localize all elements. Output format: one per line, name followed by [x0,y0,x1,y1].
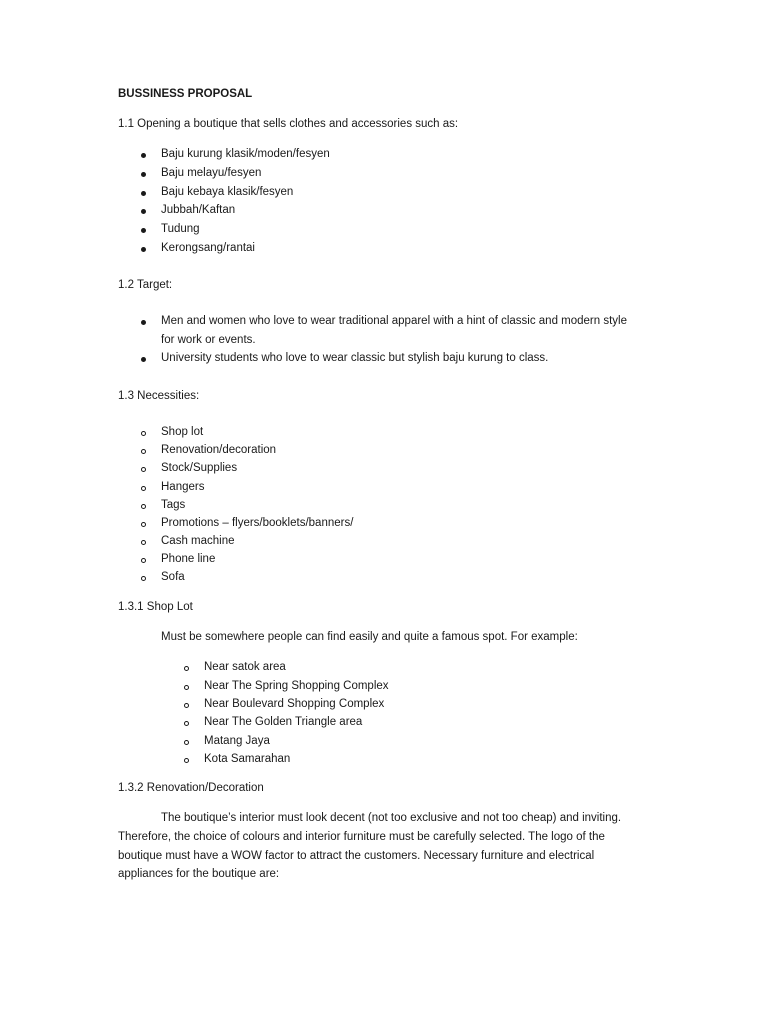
list-item: Phone line [161,553,216,565]
circle-bullet-icon [141,522,146,527]
list-item: Renovation/decoration [161,444,277,456]
list-item: Cash machine [161,535,235,547]
circle-bullet-icon [141,540,146,545]
list-item: Baju kurung klasik/moden/fesyen [161,148,330,160]
paragraph-line: Therefore, the choice of colours and interior furniture must be carefully selected. The logo of the [118,831,605,843]
circle-bullet-icon [141,449,146,454]
list-item: Jubbah/Kaftan [161,204,236,216]
list-item: Baju melayu/fesyen [161,167,262,179]
list-item: Sofa [161,571,185,583]
list-item: Matang Jaya [204,735,270,747]
list-item: Kota Samarahan [204,753,291,765]
circle-bullet-icon [184,758,189,763]
circle-bullet-icon [141,486,146,491]
section-1-1-heading: 1.1 Opening a boutique that sells clothes and accessories such as: [118,118,459,130]
circle-bullet-icon [141,431,146,436]
circle-bullet-icon [184,703,189,708]
list-item-continuation: for work or events. [161,334,256,346]
bullet-icon [141,247,146,252]
section-1-3-heading: 1.3 Necessities: [118,390,200,402]
paragraph-line: appliances for the boutique are: [118,868,280,880]
list-item: Tags [161,499,186,511]
list-item: Near satok area [204,661,286,673]
circle-bullet-icon [141,467,146,472]
paragraph: Must be somewhere people can find easily and quite a famous spot. For example: [161,631,578,643]
section-1-3-2-heading: 1.3.2 Renovation/Decoration [118,782,264,794]
bullet-icon [141,320,146,325]
list-item: Kerongsang/rantai [161,242,255,254]
document-title: BUSSINESS PROPOSAL [118,88,253,100]
bullet-icon [141,153,146,158]
paragraph-line: boutique must have a WOW factor to attract the customers. Necessary furniture and electrical [118,850,595,862]
section-1-2-heading: 1.2 Target: [118,279,173,291]
list-item: Near Boulevard Shopping Complex [204,698,385,710]
list-item: Near The Golden Triangle area [204,716,363,728]
bullet-icon [141,228,146,233]
circle-bullet-icon [184,740,189,745]
list-item: Near The Spring Shopping Complex [204,680,389,692]
list-item: Shop lot [161,426,204,438]
list-item: Men and women who love to wear traditional apparel with a hint of classic and modern style [161,315,627,327]
circle-bullet-icon [184,685,189,690]
list-item: Stock/Supplies [161,462,238,474]
circle-bullet-icon [141,558,146,563]
list-item: Baju kebaya klasik/fesyen [161,186,294,198]
circle-bullet-icon [184,666,189,671]
list-item: University students who love to wear classic but stylish baju kurung to class. [161,352,549,364]
circle-bullet-icon [141,504,146,509]
bullet-icon [141,209,146,214]
list-item: Promotions – flyers/booklets/banners/ [161,517,354,529]
section-1-3-1-heading: 1.3.1 Shop Lot [118,601,193,613]
list-item: Tudung [161,223,200,235]
list-item: Hangers [161,481,205,493]
bullet-icon [141,191,146,196]
bullet-icon [141,172,146,177]
paragraph-line: The boutique’s interior must look decent (not too exclusive and not too cheap) and inviting. [161,812,622,824]
circle-bullet-icon [141,576,146,581]
circle-bullet-icon [184,721,189,726]
bullet-icon [141,357,146,362]
